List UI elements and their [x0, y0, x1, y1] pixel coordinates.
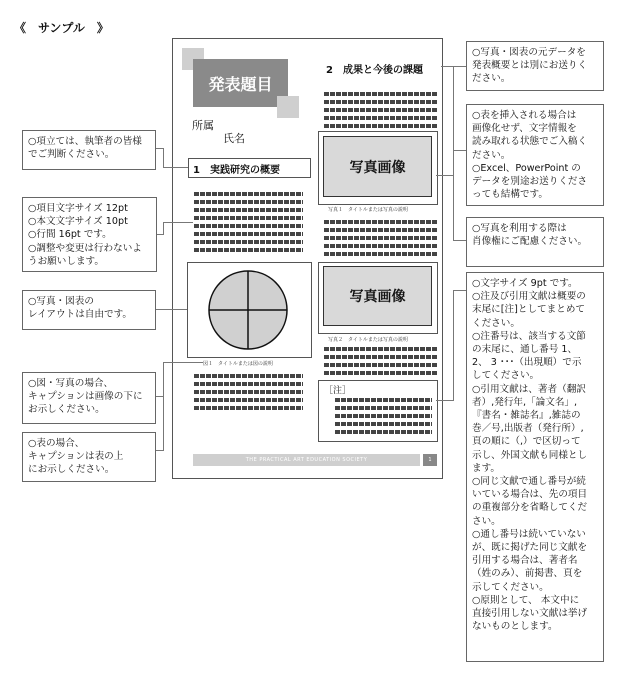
note-table-caption: ○表の場合、 キャプションは表の上 にお示しください。	[22, 432, 156, 482]
note-original-data: ○写真・図表の元データを 発表概要とは別にお送りく ださい。	[466, 41, 604, 91]
photo2-caption: 写真２ タイトルまたは写真の説明	[328, 337, 408, 343]
connector-line	[156, 450, 163, 451]
connector-line	[453, 176, 454, 241]
note-figure-caption: ○図・写真の場合、 キャプションは画像の下に お示しください。	[22, 372, 156, 424]
connector-line	[453, 240, 466, 241]
connector-line	[163, 222, 164, 235]
title-deco-bottom	[277, 96, 299, 118]
sample-heading: 《 サンプル 》	[14, 21, 109, 35]
connector-line	[436, 400, 454, 401]
photo1-placeholder: 写真画像	[323, 136, 432, 197]
connector-line	[436, 175, 454, 176]
note-font-sizes: ○項目文字サイズ 12pt ○本文文字サイズ 10pt ○行間 16pt です。 ○調整や変更は行わないよ うお願いします。	[22, 197, 157, 272]
pie-chart-figure	[206, 268, 290, 352]
note-portrait-rights: ○写真を利用する際は 肖像権にご配慮ください。	[466, 217, 604, 267]
connector-line	[156, 309, 187, 310]
connector-line	[156, 396, 163, 397]
connector-line	[453, 66, 454, 176]
body-text-block-1	[193, 188, 303, 252]
section1-heading: 1 実践研究の概要	[193, 165, 280, 176]
photo1-caption: 写真１ タイトルまたは写真の説明	[328, 207, 408, 213]
figure-caption: 図１ タイトルまたは図の説明	[203, 361, 273, 367]
connector-line	[453, 150, 466, 151]
connector-line	[453, 290, 454, 400]
connector-line	[163, 362, 203, 363]
body-text-block-3	[323, 88, 437, 128]
connector-line	[163, 148, 164, 168]
connector-line	[163, 222, 193, 223]
body-text-block-4	[323, 216, 437, 256]
affiliation-label: 所属	[192, 119, 214, 132]
notes-label: ［注］	[324, 386, 352, 396]
body-text-block-2	[193, 370, 303, 410]
connector-line	[163, 365, 164, 451]
photo2-placeholder: 写真画像	[323, 266, 432, 326]
section2-heading: 2 成果と今後の課題	[326, 65, 423, 76]
note-section-headings: ○項立ては、執筆者の皆様 でご判断ください。	[22, 130, 156, 170]
note-layout-free: ○写真・図表の レイアウトは自由です。	[22, 290, 156, 330]
presentation-title: 発表題目	[193, 59, 288, 107]
page-number: 1	[423, 454, 437, 466]
note-references: ○文字サイズ 9pt です。 ○注及び引用文献は概要の 末尾に[注]としてまとめて ください。 ○注番号は、該当する文節 の末尾に、通し番号 1、 2、 3 ･･･（出現順）で示 してください。 ○引用文献は、著者（翻訳 者）,発行年,「論文名」, 『書名・雑誌名』,雑誌の 巻／号,出版者（発行所）, 頁の順に（,）で区切って 示し、外国文献も同様とし ます。 ○同じ文献で通し番号が続 いている場合は、先の項目 の重複部分を省略してくだ さい。 ○通し番号は続いていない が、既に掲げた同じ文献を 引用する場合は、著者名 （姓のみ）、前掲書、頁を 示してください。 ○原則として、 本文中に 直接引用しない文献は挙げ ないものとします。	[466, 272, 604, 662]
page-footer: THE PRACTICAL ART EDUCATION SOCIETY	[193, 454, 420, 466]
author-name-label: 氏名	[223, 132, 245, 145]
notes-text-block	[334, 398, 432, 434]
body-text-block-5	[323, 347, 437, 375]
note-table-format: ○表を挿入される場合は 画像化せず、文字情報を 読み取れる状態でご入稿く ださい。 ○Excel、PowerPoint の データを別途お送りくださ っても結構です。	[466, 104, 604, 206]
connector-line	[163, 167, 188, 168]
connector-line	[453, 290, 466, 291]
